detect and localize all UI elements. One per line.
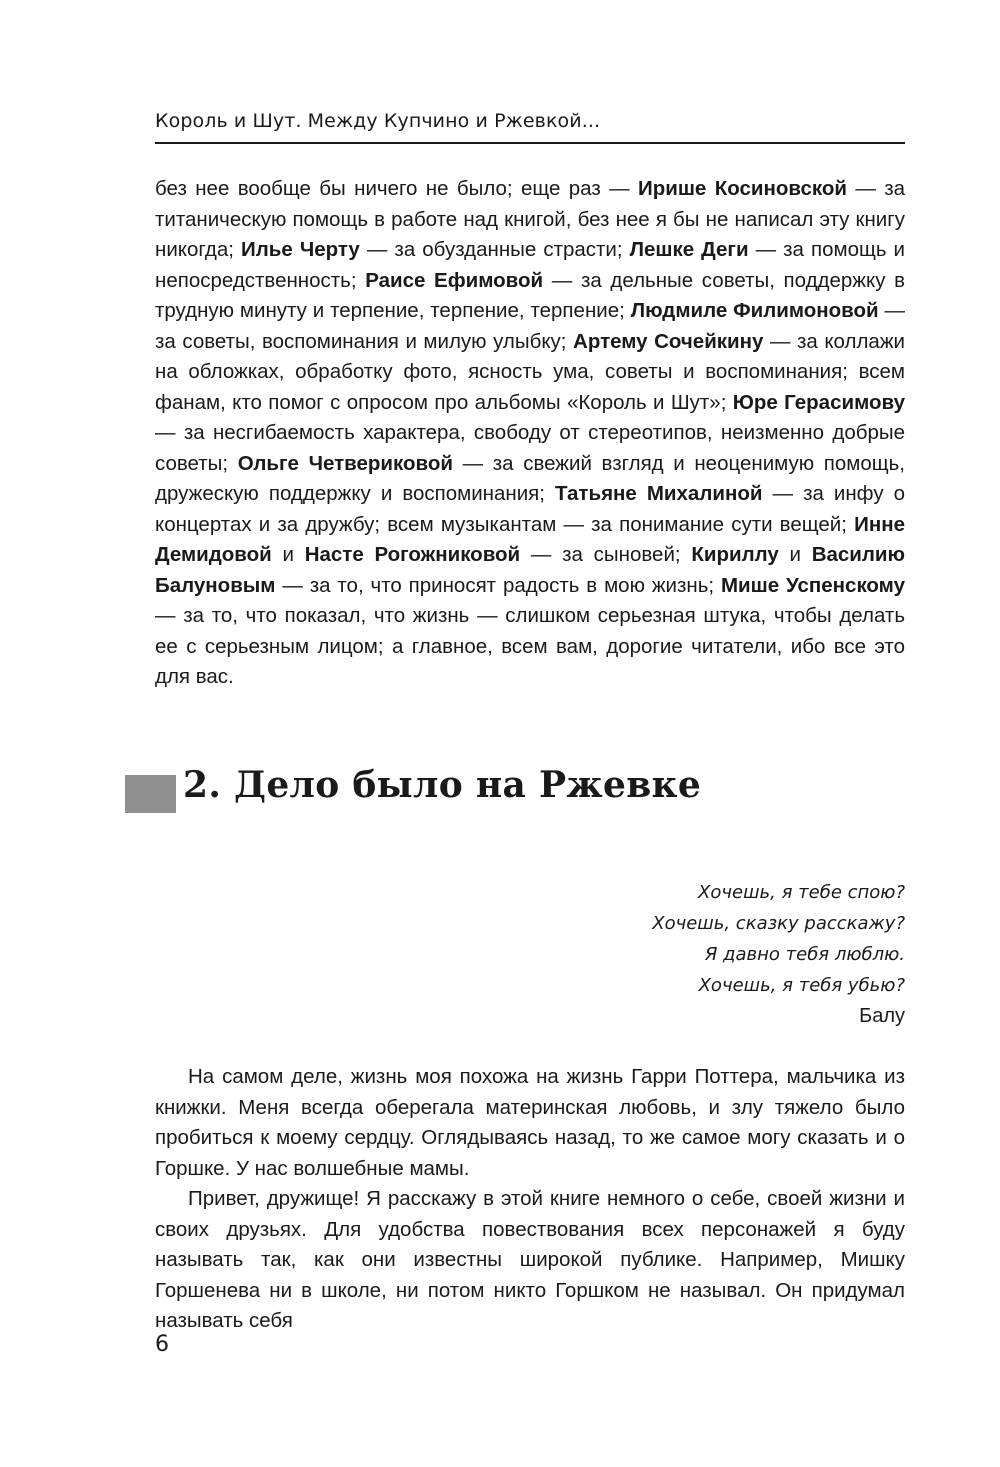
body-paragraph-2: Привет, дружище! Я расскажу в этой книге немного о себе, своей жизни и своих друзьях. Для удобства повествования всех персонажей я буду называть так, как они известны широкой публике. Например, Мишку Горшенева ни в школе, ни потом никто Горшком не называл. Он придумал называть себя (155, 1187, 905, 1332)
acknowledged-name: Инне Демидовой (155, 512, 905, 566)
acknowledged-name: Ольге Четвериковой (237, 451, 453, 475)
acknowledged-name: Ирише Косиновской (637, 177, 847, 200)
acknowledged-name: Юре Герасимову (732, 390, 905, 414)
ack-text: — за то, что приносят радость в мою жизнь; (275, 573, 721, 597)
acknowledged-name: Кириллу (691, 543, 779, 566)
acknowledged-name: Илье Черту (241, 238, 360, 261)
ack-text: — за несгибаемость характера, свободу от стереотипов, неизменно добрые советы; (155, 421, 905, 475)
ack-text: и (271, 543, 305, 566)
acknowledged-name: Людмиле Филимоновой (630, 299, 879, 322)
epigraph-line: Я давно тебя люблю. (704, 944, 905, 965)
ack-text: — за сыновей; (520, 543, 692, 566)
acknowledgements-paragraph (155, 174, 905, 693)
ack-text: — за советы, воспоминания и милую улыбку; (155, 299, 905, 353)
epigraph (405, 877, 905, 1032)
ack-text: — за титаническую помощь в работе над книгой, без нее я бы не написал эту книгу никогда; (155, 177, 906, 261)
running-head: Король и Шут. Между Купчино и Ржевкой... (155, 110, 601, 132)
epigraph-author: Балу (859, 1005, 905, 1027)
acknowledged-name: Василию Балуновым (155, 543, 906, 597)
body-paragraph-1: На самом деле, жизнь моя похожа на жизнь Гарри Поттера, мальчика из книжки. Меня всегда оберегала материнская любовь, и злу тяжело было пробиться к моему сердцу. Оглядываясь назад, то же самое могу сказать и о Горшке. У нас волшебные мамы. (155, 1065, 905, 1180)
chapter-heading (125, 764, 925, 820)
chapter-marker-bar (125, 775, 176, 813)
acknowledged-name: Артему Сочейкину (573, 329, 764, 353)
epigraph-line: Хочешь, я тебе спою? (698, 882, 905, 903)
header-rule (155, 142, 905, 144)
ack-text: — за свежий взгляд и неоценимую помощь, дружескую поддержку и воспоминания; (155, 451, 905, 505)
chapter-title: 2. Дело было на Ржевке (183, 764, 702, 806)
ack-text: — за то, что показал, что жизнь — слишком серьезная штука, чтобы делать ее с серьезным лицом; а главное, всем вам, дорогие читатели, ибо все это для вас. (155, 604, 905, 688)
epigraph-line: Хочешь, сказку расскажу? (652, 913, 905, 934)
ack-text: без нее вообще бы ничего не было; еще раз — (155, 177, 638, 200)
ack-text: — за дельные советы, поддержку в трудную минуту и терпение, терпение, терпение; (155, 268, 906, 322)
acknowledged-name: Насте Рогожниковой (304, 543, 521, 566)
epigraph-line: Хочешь, я тебя убью? (698, 975, 905, 996)
ack-text: — за коллажи на обложках, обработку фото, ясность ума, советы и воспоминания; всем фанам, кто помог с опросом про альбомы «Король и Шут»; (155, 329, 905, 414)
ack-text: — за обузданные страсти; (359, 238, 630, 261)
ack-text: и (778, 543, 812, 566)
acknowledged-name: Раисе Ефимовой (365, 268, 544, 292)
page-number: 6 (155, 1332, 169, 1357)
acknowledged-name: Мише Успенскому (720, 573, 905, 597)
acknowledged-name: Лешке Деги (629, 238, 749, 261)
ack-text: — за помощь и непосредственность; (155, 238, 906, 292)
ack-text: — за инфу о концертах и за дружбу; всем музыкантам — за понимание сути вещей; (155, 482, 906, 536)
acknowledged-name: Татьяне Михалиной (555, 482, 763, 505)
